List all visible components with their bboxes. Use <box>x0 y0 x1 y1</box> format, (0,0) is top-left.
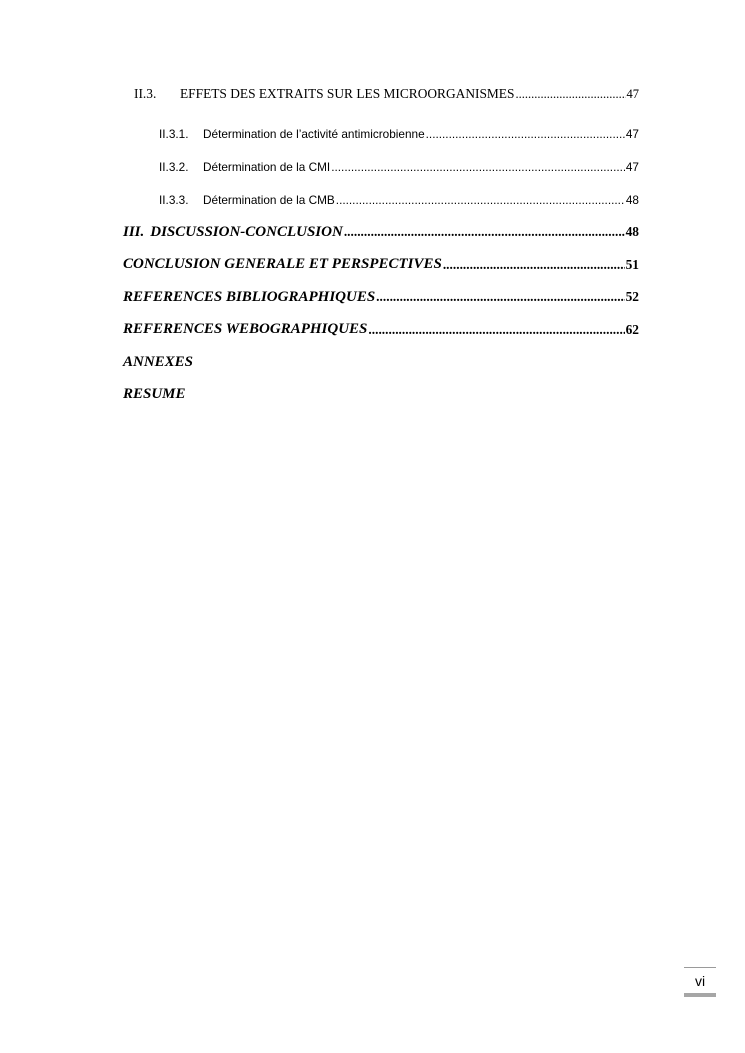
toc-entry-section-2-3-3 <box>123 183 639 216</box>
toc-entry-page: 52 <box>625 289 639 305</box>
toc-entry-page: 47 <box>625 126 639 141</box>
toc-dot-leader <box>331 160 625 174</box>
toc-entry-title: REFERENCES BIBLIOGRAPHIQUES <box>123 288 376 305</box>
toc-dot-leader <box>336 193 625 207</box>
toc-entry-section-2-3-2 <box>123 150 639 183</box>
toc-dot-leader <box>376 289 624 305</box>
toc-entry-page: 62 <box>625 321 639 337</box>
toc-entry-resume <box>123 379 639 412</box>
toc-entry-title: Détermination de la CMI <box>203 159 331 174</box>
toc-entry-title: EFFETS DES EXTRAITS SUR LES MICROORGANISMES <box>180 86 515 101</box>
toc-entry-title: Détermination de l’activité antimicrobienne <box>203 126 425 141</box>
toc-entry-number: II.3.3. <box>159 192 189 207</box>
footer-divider <box>684 967 716 968</box>
toc-entry-title: Détermination de la CMB <box>203 192 335 207</box>
toc-entry-section-2-3-1 <box>123 117 639 150</box>
toc-entry-number: III. <box>123 223 145 240</box>
toc-entry-title: DISCUSSION-CONCLUSION <box>150 223 343 240</box>
toc-entry-section-2-3 <box>123 86 639 110</box>
page-number: vi <box>694 973 706 989</box>
toc-entry-number: II.3.1. <box>159 126 189 141</box>
toc-entry-title: REFERENCES WEBOGRAPHIQUES <box>123 321 368 338</box>
toc-entry-page: 51 <box>625 256 639 272</box>
toc-dot-leader <box>344 224 625 240</box>
toc-entry-page: 47 <box>626 87 639 101</box>
toc-entry-title: CONCLUSION GENERALE ET PERSPECTIVES <box>123 256 442 273</box>
toc-entry-number: II.3. <box>134 86 157 101</box>
toc-dot-leader <box>515 87 625 102</box>
toc-entry-conclusion <box>123 249 639 282</box>
toc-dot-leader <box>443 257 625 273</box>
page-footer <box>684 967 716 999</box>
toc-entry-title: RESUME <box>123 386 186 403</box>
toc-entry-page: 47 <box>625 159 639 174</box>
toc-entry-number: II.3.2. <box>159 159 189 174</box>
toc-entry-references-webographiques <box>123 314 639 347</box>
toc-dot-leader <box>426 127 625 141</box>
toc-entry-title: ANNEXES <box>123 353 194 370</box>
toc-entry-annexes <box>123 346 639 379</box>
toc-entry-section-3 <box>123 216 639 249</box>
table-of-contents <box>123 86 639 411</box>
footer-bar <box>684 993 716 997</box>
toc-entry-page: 48 <box>625 192 639 207</box>
toc-dot-leader <box>368 322 624 338</box>
toc-entry-references-bibliographiques <box>123 281 639 314</box>
toc-entry-page: 48 <box>625 224 639 240</box>
